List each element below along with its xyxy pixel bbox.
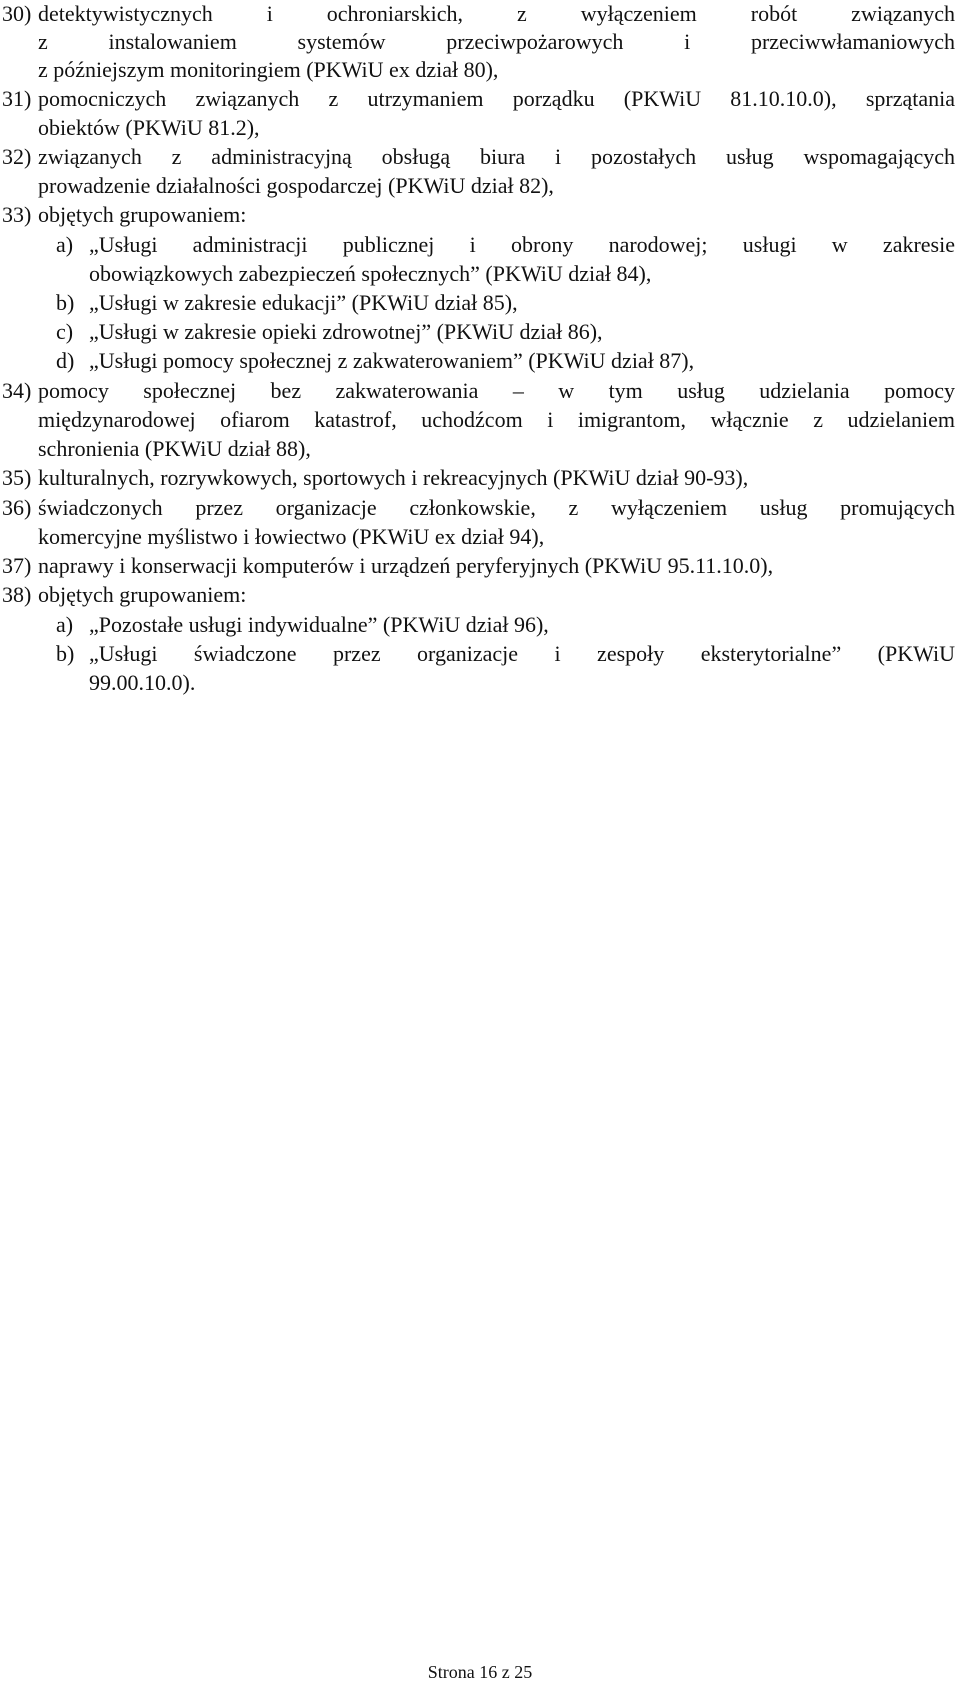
item-text: objętych grupowaniem: — [38, 582, 247, 607]
item-text: pomocy społecznej bez zakwaterowania – w tym usług udzielania pomocy — [38, 378, 955, 403]
item-text: obowiązkowych zabezpieczeń społecznych” (PKWiU dział 84), — [89, 261, 652, 286]
subitem-text: „Usługi pomocy społecznej z zakwaterowaniem” (PKWiU dział 87), — [89, 348, 695, 373]
item-text: z późniejszym monitoringiem (PKWiU ex dział 80), — [38, 57, 499, 82]
item-text: objętych grupowaniem: — [38, 202, 247, 227]
subitem-marker: c) — [56, 319, 74, 344]
item-number: 32) — [2, 144, 32, 169]
item-text: prowadzenie działalności gospodarczej (PKWiU dział 82), — [38, 173, 554, 198]
item-number: 34) — [2, 378, 32, 403]
subitem-text: „Usługi w zakresie opieki zdrowotnej” (PKWiU dział 86), — [89, 319, 603, 344]
page-footer: Strona 16 z 25 — [427, 1662, 533, 1682]
subitem-text: „Pozostałe usługi indywidualne” (PKWiU dział 96), — [89, 612, 549, 637]
item-text: obiektów (PKWiU 81.2), — [38, 115, 260, 140]
item-text: schronienia (PKWiU dział 88), — [38, 436, 311, 461]
item-text: detektywistycznych i ochroniarskich, z wyłączeniem robót związanych — [38, 1, 955, 26]
subitem-text: „Usługi w zakresie edukacji” (PKWiU dział 85), — [89, 290, 518, 315]
item-number: 30) — [2, 1, 32, 26]
item-text: międzynarodowej ofiarom katastrof, uchodźcom i imigrantom, włącznie z udzielaniem — [38, 407, 955, 432]
item-number: 31) — [2, 86, 32, 111]
item-number: 36) — [2, 495, 32, 520]
item-number: 33) — [2, 202, 32, 227]
item-text: świadczonych przez organizacje członkowskie, z wyłączeniem usług promujących — [38, 495, 955, 520]
item-text: pomocniczych związanych z utrzymaniem porządku (PKWiU 81.10.10.0), sprzątania — [38, 86, 955, 111]
subitem-marker: d) — [56, 348, 75, 373]
item-text: naprawy i konserwacji komputerów i urządzeń peryferyjnych (PKWiU 95.11.10.0), — [38, 553, 774, 578]
subitem-marker: a) — [56, 232, 74, 257]
subitem-marker: b) — [56, 290, 75, 315]
item-number: 38) — [2, 582, 32, 607]
item-text: związanych z administracyjną obsługą biura i pozostałych usług wspomagających — [38, 144, 955, 169]
item-text: z instalowaniem systemów przeciwpożarowych i przeciwwłamaniowych — [38, 29, 955, 54]
subitem-marker: a) — [56, 612, 74, 637]
item-text: 99.00.10.0). — [89, 670, 196, 695]
subitem-text: „Usługi świadczone przez organizacje i zespoły eksterytorialne” (PKWiU — [89, 641, 955, 666]
item-text: kulturalnych, rozrywkowych, sportowych i rekreacyjnych (PKWiU dział 90-93), — [38, 465, 749, 490]
item-number: 37) — [2, 553, 32, 578]
item-number: 35) — [2, 465, 32, 490]
subitem-text: „Usługi administracji publicznej i obrony narodowej; usługi w zakresie — [89, 232, 955, 257]
item-text: komercyjne myślistwo i łowiectwo (PKWiU ex dział 94), — [38, 524, 545, 549]
subitem-marker: b) — [56, 641, 75, 666]
